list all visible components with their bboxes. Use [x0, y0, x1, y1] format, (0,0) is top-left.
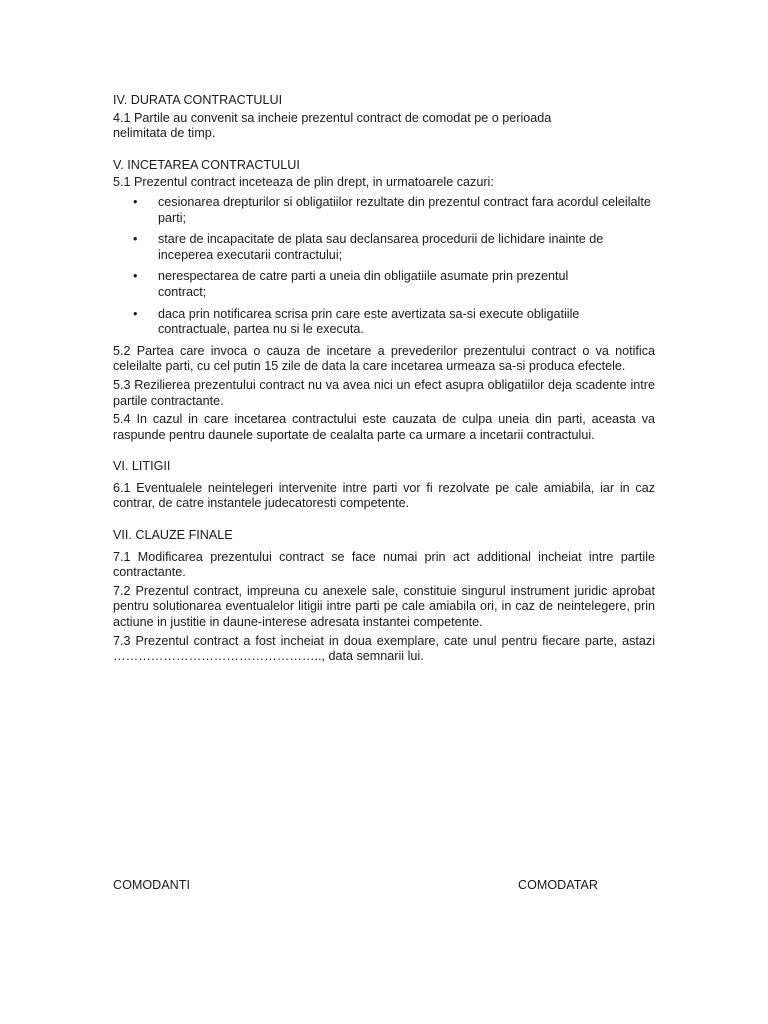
signature-label-comodanti: COMODANTI — [113, 878, 190, 892]
signature-label-comodatar: COMODATAR — [518, 878, 598, 892]
list-item-text: nerespectarea de catre parti a uneia din obligatiile asumate prin prezentul contract; — [158, 269, 569, 299]
bullet-icon: • — [133, 306, 138, 321]
list-item — [113, 232, 655, 263]
clause-7-2: 7.2 Prezentul contract, impreuna cu anexele sale, constituie singurul instrument juridic aprobat pentru solutionarea eventualelor litigii intre parti pe cale amiabila ori, in caz de neintelegere, prin actiune in justitie in daune-interese adresata instantei competente. — [113, 583, 655, 630]
bullet-icon: • — [133, 194, 138, 209]
clause-5-3: 5.3 Rezilierea prezentului contract nu va avea nici un efect asupra obligatiilor deja scadente intre partile contractante. — [113, 377, 655, 408]
list-item-text: daca prin notificarea scrisa prin care este avertizata sa-si execute obligatiile contractuale, partea nu si le executa. — [158, 306, 580, 337]
list-item — [113, 307, 655, 338]
clause-7-1: 7.1 Modificarea prezentului contract se face numai prin act additional incheiat intre partile contractante. — [113, 549, 655, 580]
list-item — [113, 269, 655, 300]
section-heading-litigii: VI. LITIGII — [113, 459, 171, 474]
clause-4-1: 4.1 Partile au convenit sa incheie prezentul contract de comodat pe o perioada nelimitata de timp. — [113, 110, 552, 141]
clause-6-1: 6.1 Eventualele neintelegeri intervenite intre parti vor fi rezolvate pe cale amiabila, iar in caz contrar, de catre instantele judecatoresti competente. — [113, 480, 655, 511]
bullet-icon: • — [133, 232, 138, 247]
list-item — [113, 195, 655, 226]
section-heading-clauze-finale: VII. CLAUZE FINALE — [113, 528, 233, 543]
contract-body — [113, 93, 655, 665]
list-item-text: stare de incapacitate de plata sau declansarea procedurii de lichidare inainte de inceperea executarii contractului; — [158, 232, 604, 262]
list-item-text: cesionarea drepturilor si obligatiilor rezultate din prezentul contract fara acordul celeilalte parti; — [158, 194, 651, 225]
termination-cases-list — [113, 195, 655, 338]
clause-7-3: 7.3 Prezentul contract a fost incheiat in doua exemplare, cate unul pentru fiecare parte, astazi ………………………………………….., data semnarii lui. — [113, 633, 655, 664]
bullet-icon: • — [133, 269, 138, 284]
clause-5-1: 5.1 Prezentul contract inceteaza de plin drept, in urmatoarele cazuri: — [113, 175, 494, 190]
clause-5-2: 5.2 Partea care invoca o cauza de incetare a prevederilor prezentului contract o va notifica celeilalte parti, cu cel putin 15 zile de data la care incetarea urmeaza sa-si produca efectele. — [113, 343, 655, 374]
section-heading-durata: IV. DURATA CONTRACTULUI — [113, 93, 283, 107]
section-heading-incetarea: V. INCETAREA CONTRACTULUI — [113, 157, 300, 172]
clause-5-4: 5.4 In cazul in care incetarea contractului este cauzata de culpa uneia din parti, aceasta va raspunde pentru daunele suportate de cealalta parte ca urmare a incetarii contractului. — [113, 412, 655, 442]
